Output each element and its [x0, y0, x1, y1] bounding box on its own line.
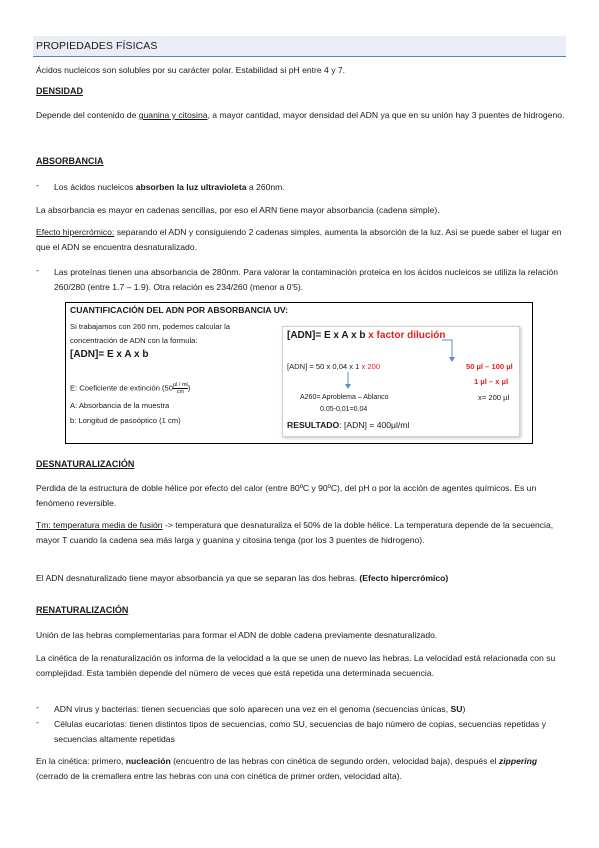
renat-bullet-1: ADN virus y bacterias: tienen secuencias que solo aparecen una vez en el genoma (secuencias únicas, SU)	[54, 704, 466, 714]
a260-arrow	[342, 372, 354, 392]
densidad-text: Depende del contenido de guanina y citosina, a mayor cantidad, mayor densidad del ADN ya que en su unión hay 3 puentes de hidrogeno.	[36, 110, 565, 120]
bullet-dash: -	[36, 180, 39, 190]
dilution-2: 1 µl – x µl	[474, 377, 509, 386]
dilution-1: 50 µl – 100 µl	[466, 362, 513, 371]
title-bar	[33, 36, 566, 57]
box-intro: Si trabajamos con 260 nm, podemos calcular la concentración de ADN con la formula:	[70, 322, 230, 345]
renat-bullet-2: Células eucariotas: tienen distintos tipos de secuencias, como SU, secuencias de bajo número de copias, secuencias repetidas y secuencias altamente repetidas	[54, 719, 547, 744]
bullet-dash: -	[36, 717, 39, 727]
heading-renaturalizacion: RENATURALIZACIÓN	[36, 605, 129, 615]
box-title: CUANTIFICACIÓN DEL ADN POR ABSORBANCIA UV:	[70, 305, 289, 315]
dilution-arrow	[440, 335, 460, 365]
absorbancia-para-1: La absorbancia es mayor en cadenas sencillas, por eso el ARN tiene mayor absorbancia (cadena simple).	[36, 205, 440, 215]
bullet-dash: -	[36, 265, 39, 275]
bullet-dash: -	[36, 702, 39, 712]
renat-para-1: Unión de las hebras complementarias para formar el ADN de doble cadena previamente desnaturalizado.	[36, 630, 438, 640]
a260-value: 0.05-0,01=0.04	[320, 406, 368, 413]
absorbancia-bullet-2: Las proteínas tienen una absorbancia de 280nm. Para valorar la contaminación proteica en los ácidos nucleicos se utiliza la relación 260/280 (entre 1.7 – 1.9). Otra relación es 234/260 (menor a 0'5).	[54, 267, 558, 292]
desnat-para-1: Perdida de la estructura de doble hélice por efecto del calor (entre 80ºC y 90ºC), del pH o por la acción de agentes químicos. Es un fenómeno reversible.	[36, 483, 537, 508]
a260-formula: A260= Aproblema – Ablanco	[300, 394, 389, 401]
heading-densidad: DENSIDAD	[36, 86, 84, 96]
hyperchromic-para: Efecto hipercrómico: separando el ADN y consiguiendo 2 cadenas simples, aumenta la absorción de la luz. Asi se puede saber el lugar en que el ADN se encuentra desnaturalizado.	[36, 227, 562, 252]
intro-text: Ácidos nucleicos son solubles por su carácter polar. Estabilidad si pH entre 4 y 7.	[36, 65, 346, 75]
renat-para-3: En la cinética: primero, nucleación (encuentro de las hebras con cinética de segundo orden, velocidad baja), después el zippering (cerrado de la cremallera entre las hebras con una con cinética de primer orden, velocidad alta).	[36, 756, 538, 781]
heading-absorbancia: ABSORBANCIA	[36, 156, 104, 166]
page-title: PROPIEDADES FÍSICAS	[36, 40, 158, 52]
absorbancia-bullet-1: Los ácidos nucleicos absorben la luz ultravioleta a 260nm.	[54, 182, 285, 192]
result: RESULTADO: [ADN] = 400µl/ml	[287, 420, 410, 430]
renat-para-2: La cinética de la renaturalización os informa de la velocidad a la que se unen de nuevo las hebras. La velocidad está relacionada con su complejidad. Esta también depende del número de veces que está repetida una determinada secuencia.	[36, 653, 556, 678]
tm-para: Tm: temperatura media de fusión -> temperatura que desnaturaliza el 50% de la doble hélice. La temperatura depende de la secuencia, mayor T cuando la cadena sea más larga y guanina y citosina tenga (por los 3 puentes de hidrogeno).	[36, 520, 554, 545]
dilution-3: x= 200 µl	[478, 393, 510, 402]
calculation: [ADN] = 50 x 0,04 x 1 x 200	[287, 362, 381, 371]
desnat-para-3: El ADN desnaturalizado tiene mayor absorbancia ya que se separan las dos hebras. (Efecto hipercrómico)	[36, 573, 449, 583]
inner-formula: [ADN]= E x A x b x factor dilución	[287, 330, 446, 341]
b-label: b: Longitud de pasoóptico (1 cm)	[70, 416, 181, 425]
box-formula: [ADN]= E x A x b	[70, 349, 149, 360]
heading-desnaturalizacion: DESNATURALIZACIÓN	[36, 459, 135, 469]
a-label: A: Absorbancia de la muestra	[70, 401, 170, 410]
e-coefficient: E: Coeficiente de extinción (50 µl / ml cm )	[70, 382, 191, 395]
